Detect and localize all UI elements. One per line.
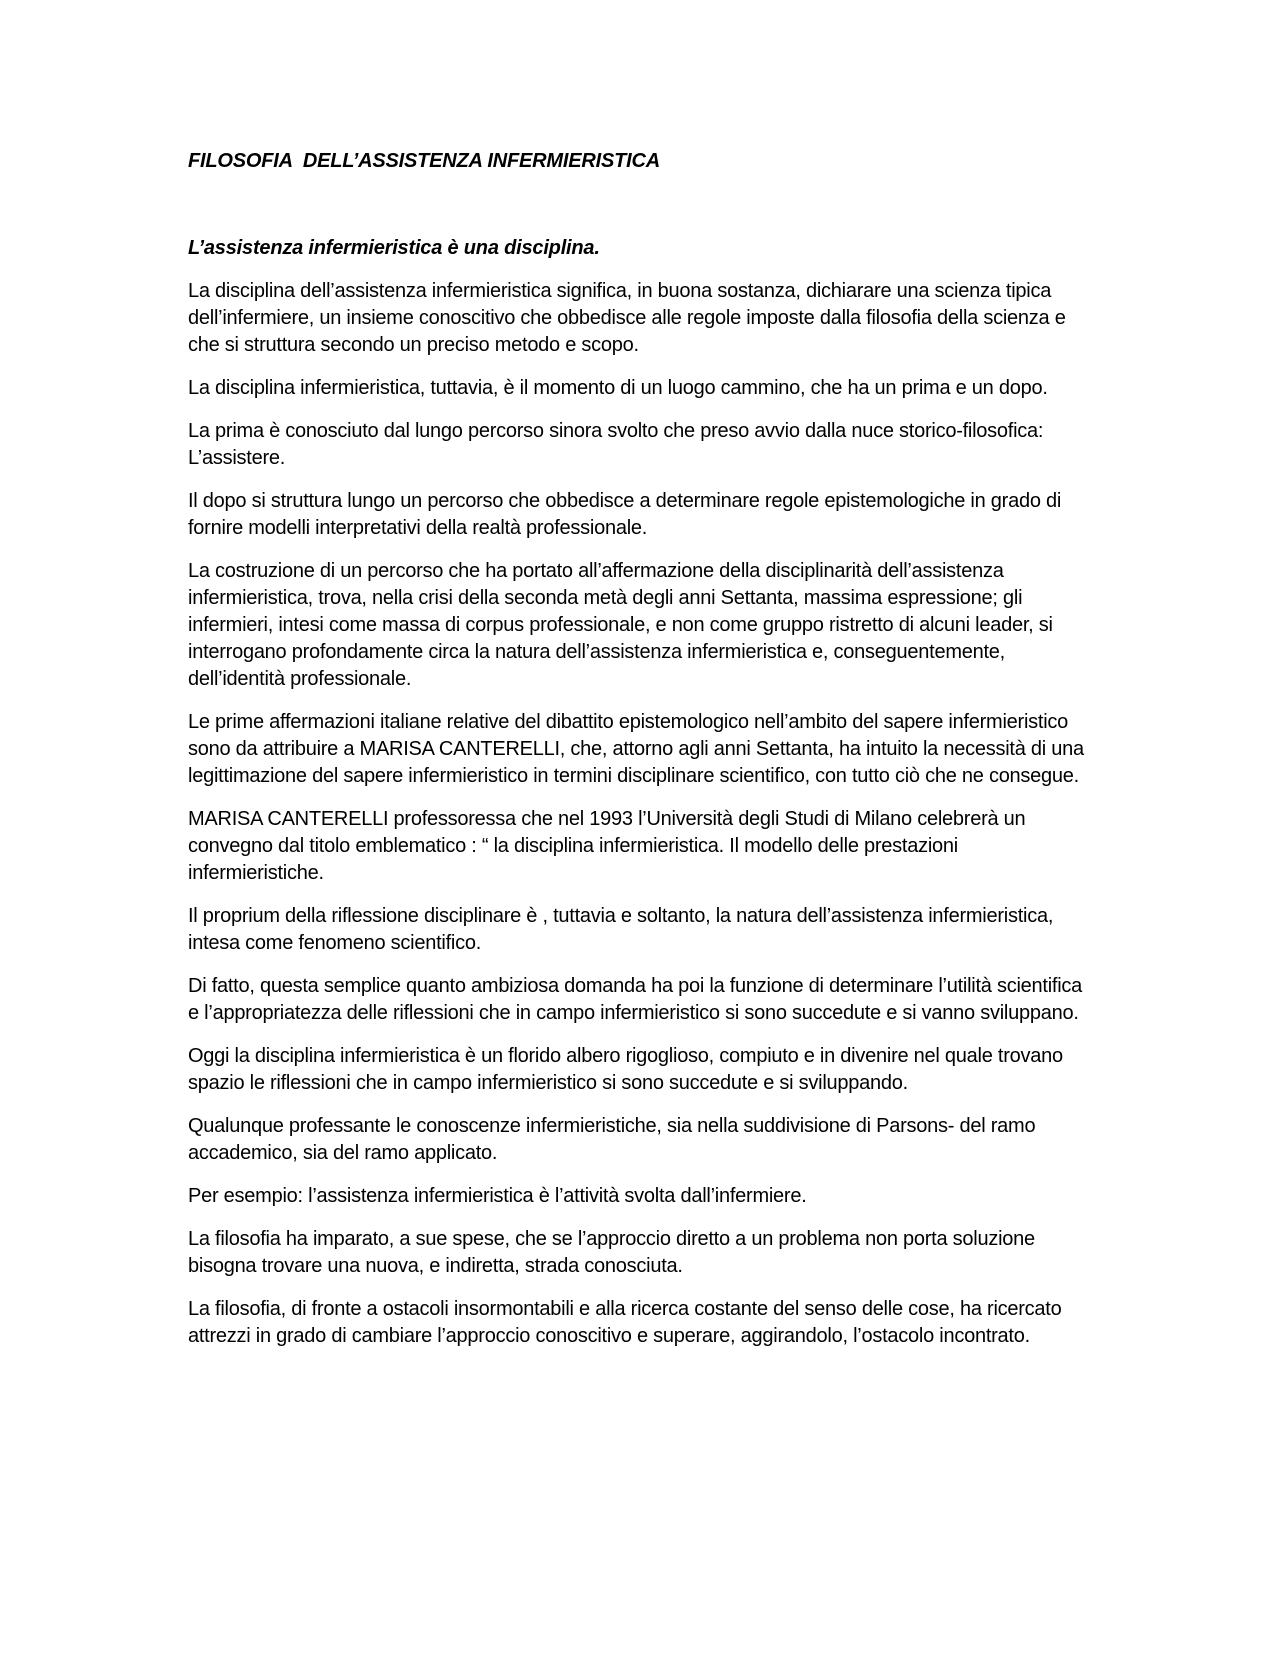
- paragraph-10: Oggi la disciplina infermieristica è un florido albero rigoglioso, compiuto e in divenire nel quale trovano spazio le riflessioni che in campo infermieristico si sono succedute e si sviluppando.: [188, 1045, 1063, 1094]
- paragraph-13: La filosofia ha imparato, a sue spese, che se l’approccio diretto a un problema non porta soluzione bisogna trovare una nuova, e indiretta, strada conosciuta.: [188, 1228, 1035, 1277]
- paragraph-7: MARISA CANTERELLI professoressa che nel 1993 l’Università degli Studi di Milano celebrerà un convegno dal titolo emblematico : “ la disciplina infermieristica. Il modello delle prestazioni infermieristiche.: [188, 808, 1026, 884]
- paragraph-9: Di fatto, questa semplice quanto ambiziosa domanda ha poi la funzione di determinare l’utilità scientifica e l’appropriatezza delle riflessioni che in campo infermieristico si sono succedute e si vanno sviluppano.: [188, 975, 1083, 1024]
- paragraph-5: La costruzione di un percorso che ha portato all’affermazione della disciplinarità dell’assistenza infermieristica, trova, nella crisi della seconda metà degli anni Settanta, massima espressione; gli infermieri, intesi come massa di corpus professionale, e non come gruppo ristretto di alcuni leader, si interrogano profondamente circa la natura dell’assistenza infermieristica e, conseguentemente, dell’identità professionale.: [188, 560, 1053, 690]
- paragraph-12: Per esempio: l’assistenza infermieristica è l’attività svolta dall’infermiere.: [188, 1185, 807, 1207]
- paragraph-11: Qualunque professante le conoscenze infermieristiche, sia nella suddivisione di Parsons- del ramo accademico, sia del ramo applicato.: [188, 1115, 1036, 1164]
- paragraph-3: La prima è conosciuto dal lungo percorso sinora svolto che preso avvio dalla nuce storico-filosofica: L’assistere.: [188, 420, 1044, 469]
- paragraph-1: La disciplina dell’assistenza infermieristica significa, in buona sostanza, dichiarare una scienza tipica dell’infermiere, un insieme conoscitivo che obbedisce alle regole imposte dalla filosofia della scienza e che si struttura secondo un preciso metodo e scopo.: [188, 280, 1066, 356]
- paragraph-14: La filosofia, di fronte a ostacoli insormontabili e alla ricerca costante del senso delle cose, ha ricercato attrezzi in grado di cambiare l’approccio conoscitivo e superare, aggirandolo, l’ostacolo incontrato.: [188, 1298, 1062, 1347]
- document-title: FILOSOFIA DELL’ASSISTENZA INFERMIERISTICA: [188, 150, 660, 172]
- section-heading: L’assistenza infermieristica è una disciplina.: [188, 237, 600, 259]
- paragraph-4: Il dopo si struttura lungo un percorso che obbedisce a determinare regole epistemologiche in grado di fornire modelli interpretativi della realtà professionale.: [188, 490, 1062, 539]
- paragraph-6: Le prime affermazioni italiane relative del dibattito epistemologico nell’ambito del sapere infermieristico sono da attribuire a MARISA CANTERELLI, che, attorno agli anni Settanta, ha intuito la necessità di una legittimazione del sapere infermieristico in termini disciplinare scientifico, con tutto ciò che ne consegue.: [188, 711, 1084, 787]
- paragraph-2: La disciplina infermieristica, tuttavia, è il momento di un luogo cammino, che ha un prima e un dopo.: [188, 377, 1048, 399]
- paragraph-8: Il proprium della riflessione disciplinare è , tuttavia e soltanto, la natura dell’assistenza infermieristica, intesa come fenomeno scientifico.: [188, 905, 1054, 954]
- document-page: [188, 148, 1098, 1350]
